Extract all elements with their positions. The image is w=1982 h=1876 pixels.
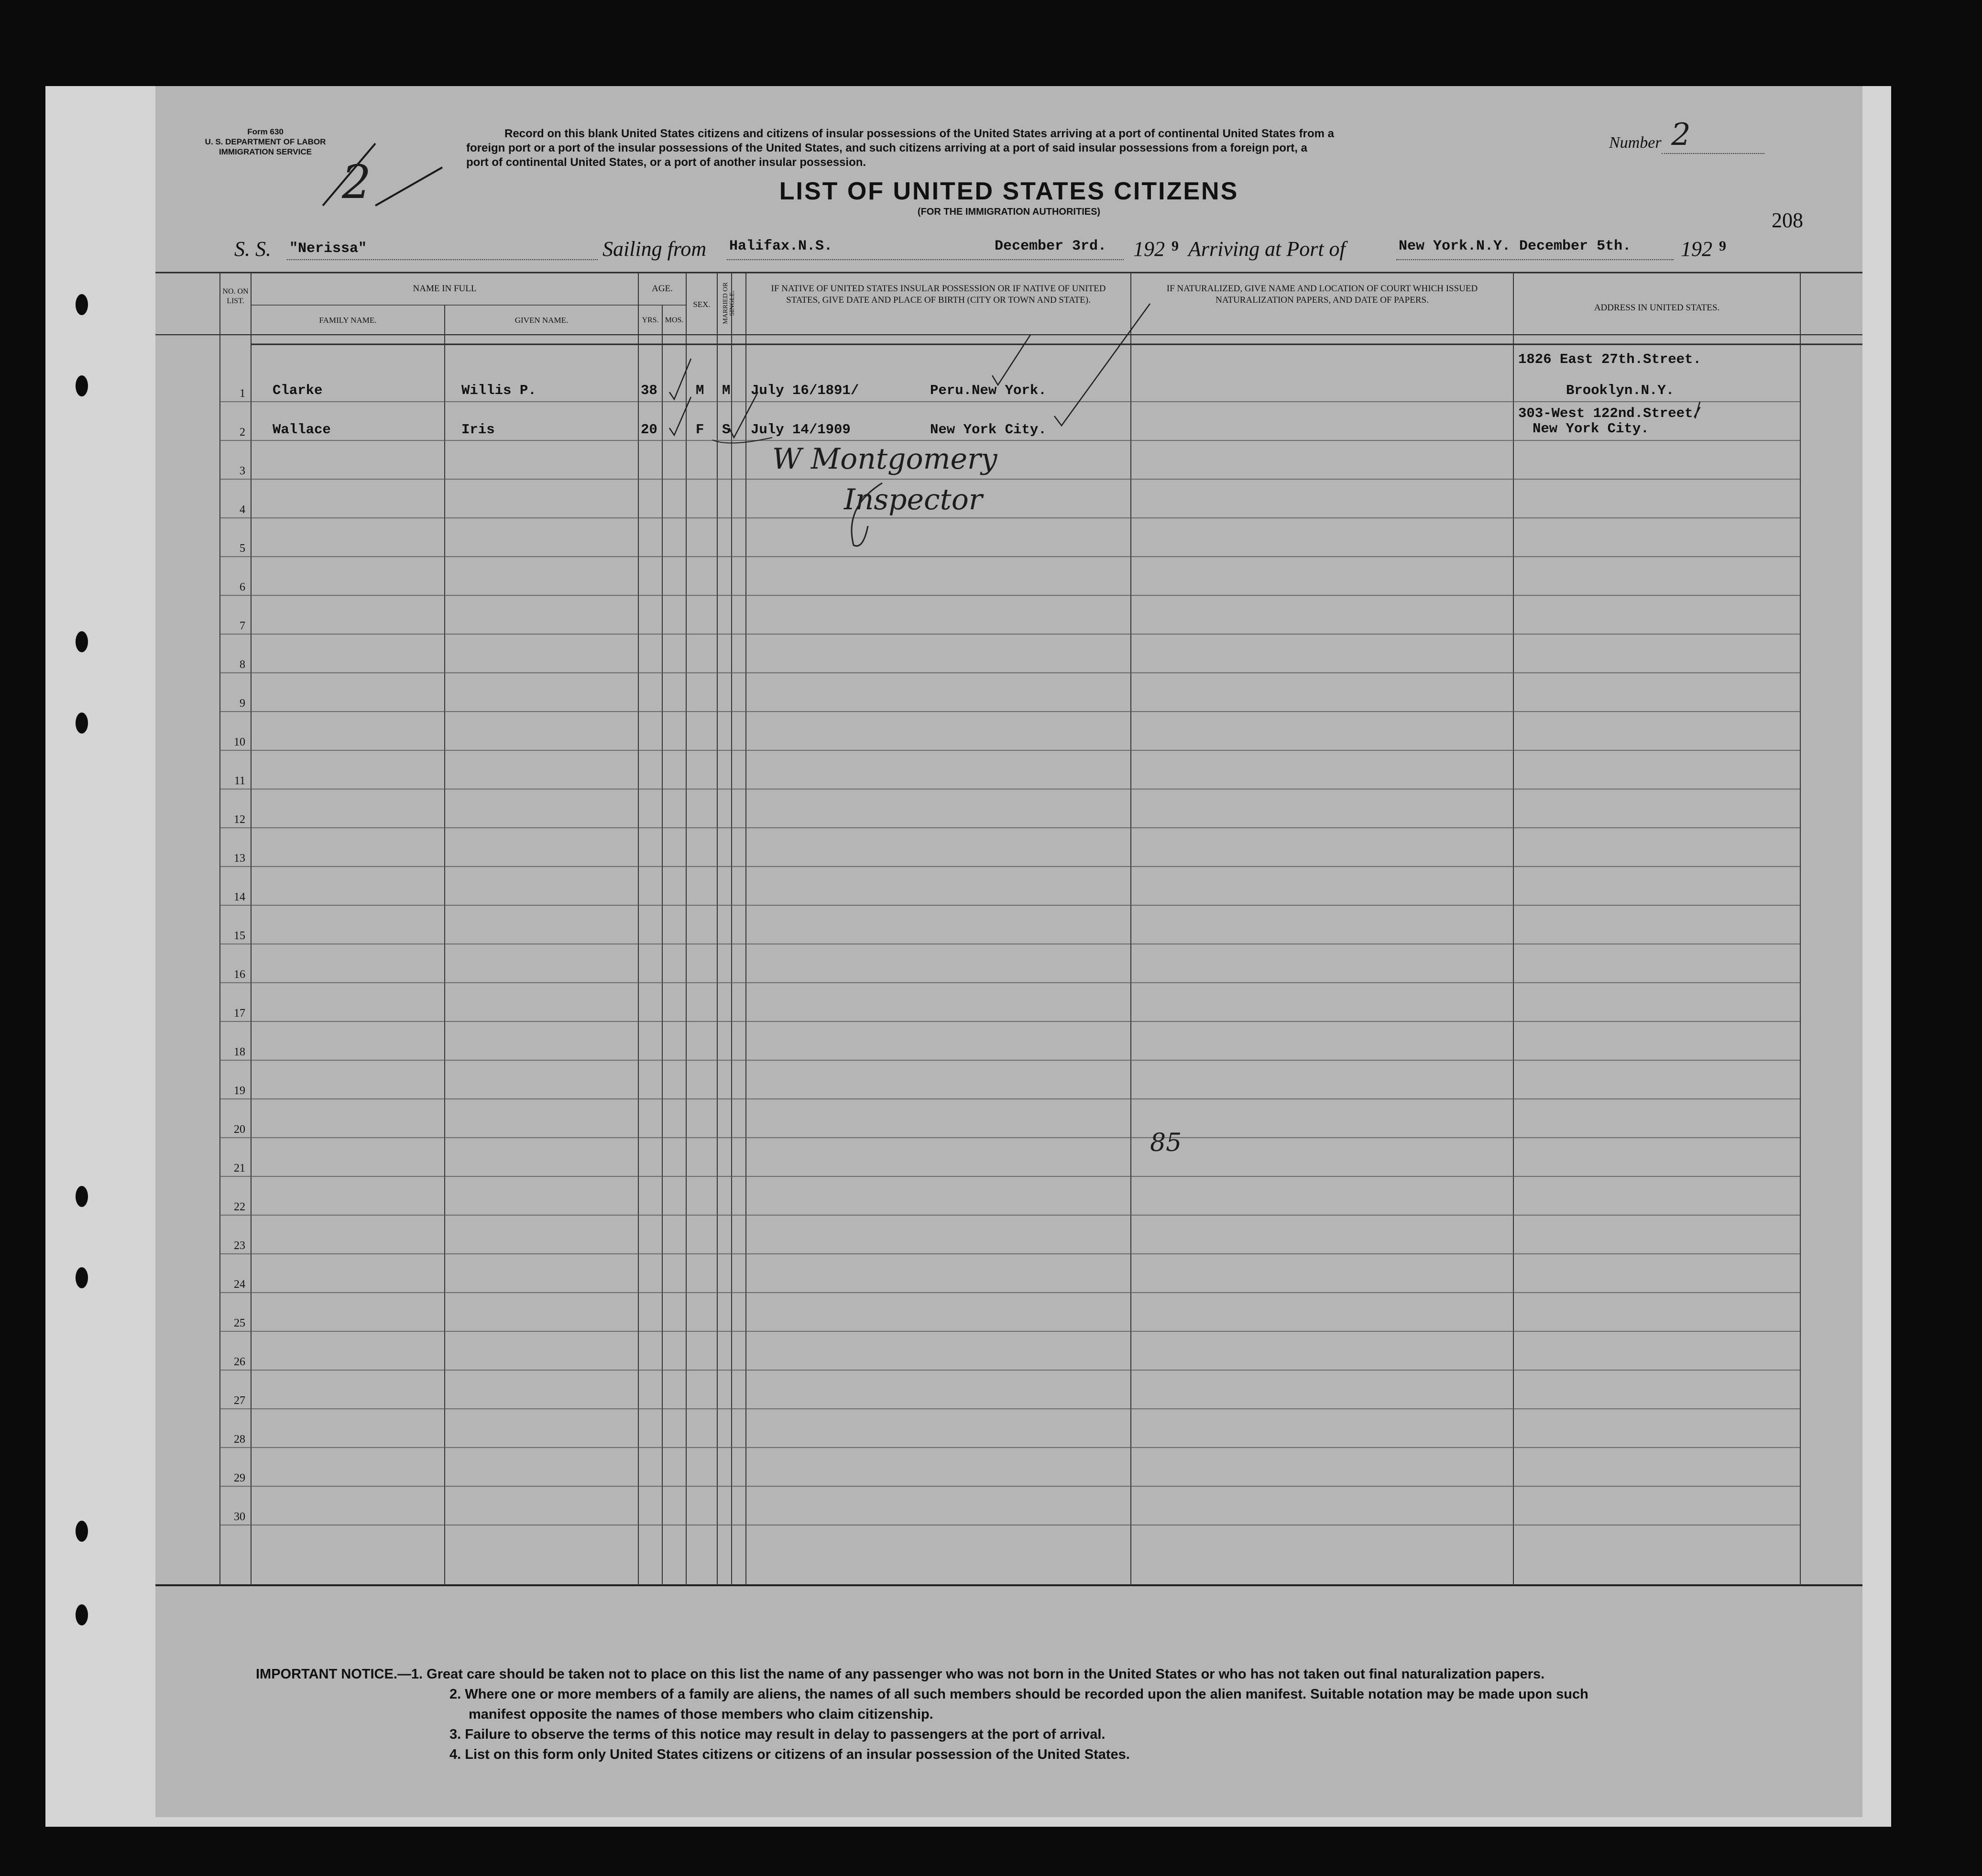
important-notice	[256, 1664, 1858, 1765]
number-value: 2	[1671, 117, 1691, 153]
row-1-given-name: Willis P.	[461, 383, 537, 398]
row-number: 28	[234, 1433, 245, 1446]
row-1-address-line-1: 1826 East 27th.Street.	[1518, 351, 1701, 367]
row-2-marital-status: S	[722, 422, 731, 438]
punch-hole	[76, 1186, 88, 1207]
row-number: 21	[234, 1162, 245, 1174]
punch-hole	[76, 631, 88, 652]
handwritten-number-mark: 2	[313, 139, 447, 215]
notice-item-2-cont: manifest opposite the names of those members who claim citizenship.	[469, 1707, 933, 1722]
instruction-line: foreign port or a port of the insular possessions of the United States, and such citizens arriving at a port of said insular possessions from a foreign port, a	[466, 142, 1307, 154]
row-2-birth-date: July 14/1909	[751, 422, 851, 438]
header-no-on-list: NO. ON LIST.	[222, 287, 249, 305]
row-number: 16	[234, 968, 245, 981]
row-number: 29	[234, 1472, 245, 1484]
margin-note: 85	[1150, 1129, 1182, 1157]
row-number: 22	[234, 1201, 245, 1213]
row-number: 5	[240, 542, 245, 555]
row-number: 17	[234, 1007, 245, 1020]
ship-name: "Nerissa"	[289, 241, 367, 257]
punch-hole	[76, 1267, 88, 1288]
row-number: 3	[240, 465, 245, 477]
row-1-birth-date: July 16/1891/	[751, 383, 859, 398]
punch-hole	[76, 1604, 88, 1625]
arrival-port-date: New York.N.Y. December 5th.	[1399, 238, 1632, 254]
sailing-label: Sailing from	[602, 237, 707, 261]
sailing-date: December 3rd.	[995, 238, 1107, 254]
header-naturalized: IF NATURALIZED, GIVE NAME AND LOCATION OF COURT WHICH ISSUED NATURALIZATION PAPERS, AND DATE OF PAPERS.	[1166, 284, 1478, 305]
sailing-year-prefix: 192	[1133, 237, 1165, 261]
header-birth: IF NATIVE OF UNITED STATES INSULAR POSSESSION OR IF NATIVE OF UNITED STATES, GIVE DATE AND PLACE OF BIRTH (CITY OR TOWN AND STATE).	[771, 284, 1106, 305]
row-number: 23	[234, 1240, 245, 1252]
row-number: 1	[240, 387, 245, 400]
department-label: U. S. DEPARTMENT OF LABOR	[205, 137, 326, 146]
check-marks	[155, 86, 1862, 1817]
row-1-family-name: Clarke	[273, 383, 323, 398]
row-number: 8	[240, 658, 245, 671]
row-2-given-name: Iris	[461, 422, 495, 438]
row-1-sex: M	[696, 383, 704, 398]
row-number: 9	[240, 697, 245, 710]
inspector-flourish	[825, 478, 920, 555]
row-1-marital-status: M	[722, 383, 731, 398]
row-number: 14	[234, 891, 245, 903]
row-number: 19	[234, 1085, 245, 1097]
inspector-signature: W Montgomery	[772, 442, 997, 476]
row-number: 24	[234, 1278, 245, 1291]
row-2-address-line-1: 303-West 122nd.Street/	[1518, 406, 1701, 421]
page-number: 208	[1772, 208, 1803, 232]
row-2-address-line-2: New York City.	[1533, 421, 1649, 437]
row-number: 7	[240, 620, 245, 632]
header-sex: SEX.	[693, 300, 711, 309]
row-number: 6	[240, 581, 245, 593]
arrival-year-prefix: 192	[1681, 237, 1712, 261]
punch-hole	[76, 294, 88, 315]
arrival-year-digit: 9	[1719, 238, 1726, 254]
header-address: ADDRESS IN UNITED STATES.	[1594, 303, 1720, 313]
punch-hole	[76, 375, 88, 396]
row-number: 18	[234, 1046, 245, 1058]
form-subtitle: (FOR THE IMMIGRATION AUTHORITIES)	[917, 207, 1101, 217]
row-number: 27	[234, 1394, 245, 1407]
row-2-family-name: Wallace	[273, 422, 331, 438]
row-1-age-years: 38	[641, 383, 657, 398]
row-number: 10	[234, 736, 245, 748]
row-1-birth-place: Peru.New York.	[930, 383, 1047, 398]
number-label: Number	[1609, 134, 1662, 152]
row-number: 4	[240, 504, 245, 516]
punch-hole	[76, 1521, 88, 1542]
arriving-label: Arriving at Port of	[1188, 237, 1346, 261]
sailing-from: Halifax.N.S.	[729, 238, 833, 254]
punch-hole	[76, 713, 88, 734]
inspector-title: Inspector	[844, 483, 983, 516]
instruction-line: Record on this blank United States citizens and citizens of insular possessions of the United States arriving at a port of continental United States from a	[504, 127, 1334, 140]
ss-label: S. S.	[234, 237, 271, 261]
header-married-or-single: MARRIED OR SINGLE.	[722, 282, 736, 324]
sailing-year-digit: 9	[1172, 238, 1179, 254]
header-name-in-full: NAME IN FULL	[413, 284, 477, 294]
row-2-age-years: 20	[641, 422, 657, 438]
row-2-birth-place: New York City.	[930, 422, 1047, 438]
row-number: 13	[234, 852, 245, 865]
citizen-list-form	[155, 86, 1862, 1817]
header-yrs: YRS.	[642, 316, 659, 324]
row-number: 2	[240, 426, 245, 439]
header-family-name: FAMILY NAME.	[319, 316, 377, 325]
row-number: 11	[234, 775, 245, 787]
instruction-line: port of continental United States, or a port of another insular possession.	[466, 156, 866, 169]
row-number: 15	[234, 930, 245, 942]
form-number: Form 630	[247, 127, 284, 136]
row-number: 30	[234, 1511, 245, 1523]
notice-item-3: 3. Failure to observe the terms of this notice may result in delay to passengers at the port of arrival.	[449, 1727, 1106, 1742]
row-number: 25	[234, 1317, 245, 1329]
row-number: 26	[234, 1356, 245, 1368]
notice-item-4: 4. List on this form only United States citizens or citizens of an insular possession of the United States.	[449, 1747, 1130, 1762]
header-given-name: GIVEN NAME.	[515, 316, 569, 325]
notice-item-1: 1. Great care should be taken not to place on this list the name of any passenger who was not born in the United States or who has not taken out final naturalization papers.	[411, 1667, 1545, 1682]
header-mos: MOS.	[665, 316, 684, 324]
header-age: AGE.	[652, 284, 673, 294]
form-title: LIST OF UNITED STATES CITIZENS	[779, 177, 1239, 205]
service-label: IMMIGRATION SERVICE	[219, 147, 312, 156]
row-number: 20	[234, 1123, 245, 1136]
row-2-sex: F	[696, 422, 704, 438]
row-1-address-line-2: Brooklyn.N.Y.	[1566, 383, 1675, 398]
notice-label: IMPORTANT NOTICE.—	[256, 1667, 411, 1682]
notice-item-2: 2. Where one or more members of a family are aliens, the names of all such members should be recorded upon the alien manifest. Suitable notation may be made upon such	[449, 1687, 1588, 1702]
row-number: 12	[234, 813, 245, 826]
